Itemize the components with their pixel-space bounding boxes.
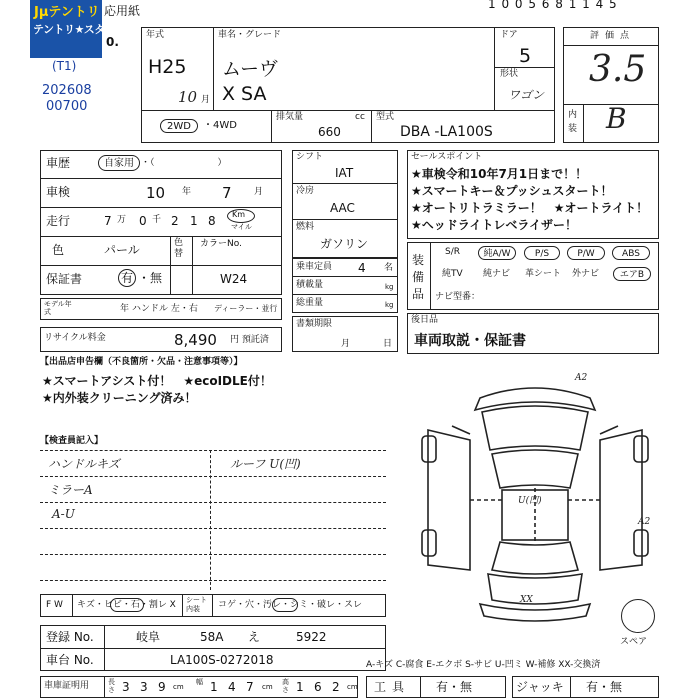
displacement-unit: cc bbox=[355, 112, 365, 122]
rear-label: 後日品 bbox=[411, 315, 439, 325]
inspector-label: 【検査員記入】 bbox=[40, 436, 104, 446]
width-d2: 4 bbox=[228, 680, 236, 694]
equip-airbag-circle: エアB bbox=[613, 267, 651, 281]
mark-a2-front: A2 bbox=[575, 373, 588, 383]
door-label: ドア bbox=[500, 30, 518, 40]
handle-year-label: 年 bbox=[120, 304, 130, 314]
hand-note-2: ミラーA bbox=[48, 483, 93, 497]
shape-label: 形状 bbox=[500, 69, 519, 79]
length-d1: 3 bbox=[122, 680, 130, 694]
length-label: 長さ bbox=[108, 678, 115, 694]
equipment-label: 装備品 bbox=[412, 253, 425, 301]
equip-leather: 革シート bbox=[525, 269, 562, 279]
model-value: DBA ‐LA100S bbox=[400, 124, 493, 140]
sales-line-1: ★車検令和10年7月1日まで！！ bbox=[411, 167, 588, 181]
expiry-day: 日 bbox=[383, 339, 393, 349]
color-no-value: W24 bbox=[220, 272, 248, 286]
inspector-lines bbox=[40, 450, 386, 590]
interior-value: B bbox=[606, 102, 627, 135]
capacity-label: 乗車定員 bbox=[296, 262, 333, 272]
fw-label: F W bbox=[46, 600, 63, 610]
score-value: 3.5 bbox=[589, 49, 647, 90]
sales-line-4: ★ヘッドライトレベライザー！ bbox=[411, 218, 578, 232]
displacement-label: 排気量 bbox=[276, 112, 304, 122]
sales-label: セールスポイント bbox=[411, 152, 483, 162]
recycle-value: 8,490 bbox=[174, 331, 217, 349]
spare-tire-circle bbox=[621, 599, 655, 633]
capacity-value: 4 bbox=[358, 261, 366, 275]
mark-a2-right: A2 bbox=[638, 517, 651, 527]
drive-2wd-circle: 2WD bbox=[160, 119, 198, 133]
color-label: 色 bbox=[52, 243, 65, 257]
load-unit: kg bbox=[385, 283, 394, 291]
mileage-unit-mile: マイル bbox=[231, 223, 252, 231]
inspection-month: 7 bbox=[222, 184, 232, 202]
door-value: 5 bbox=[519, 45, 532, 67]
form-label: 応用紙 bbox=[104, 4, 141, 18]
reg-label: 登録 No. bbox=[46, 630, 94, 644]
color-value: パール bbox=[104, 243, 140, 257]
mileage-label: 走行 bbox=[46, 214, 71, 228]
brand-logo bbox=[30, 0, 116, 58]
jack-value: 有・無 bbox=[586, 680, 623, 694]
height-label: 高さ bbox=[282, 678, 289, 694]
fuel-label: 燃料 bbox=[296, 222, 315, 232]
mark-u-roof: U(凹) bbox=[518, 496, 542, 506]
shift-label: シフト bbox=[296, 152, 324, 162]
ac-label: 冷房 bbox=[296, 186, 315, 196]
spare-label: スペア bbox=[620, 637, 648, 647]
ac-value: AAC bbox=[330, 201, 355, 215]
recycle-unit: 円 預託済 bbox=[230, 335, 269, 345]
jack-label: ジャッキ bbox=[516, 680, 564, 694]
load-label: 積載量 bbox=[296, 280, 324, 290]
height-d2: 6 bbox=[314, 680, 322, 694]
mileage-unit-km: Km bbox=[232, 210, 246, 219]
cert-label: 車庫証明用 bbox=[44, 681, 90, 691]
navi-model-label: ナビ型番： bbox=[435, 292, 481, 302]
car-diagram bbox=[410, 370, 660, 630]
model-grade-label: モデル年式 bbox=[44, 300, 72, 316]
equip-ps-circle: P/S bbox=[524, 246, 560, 260]
fw-text: キズ・ヒビ・石・割レ X bbox=[77, 600, 176, 610]
interior-condition-label: シート内装 bbox=[186, 596, 207, 613]
tools-value: 有・無 bbox=[436, 680, 473, 694]
name-value: ムーヴ bbox=[222, 58, 279, 80]
name-label: 車名・グレード bbox=[218, 30, 282, 40]
recycle-label: リサイクル料金 bbox=[44, 333, 106, 343]
displacement-value: 660 bbox=[318, 125, 341, 139]
equip-pw-circle: P/W bbox=[567, 246, 605, 260]
score-label: 評価点 bbox=[590, 31, 636, 41]
hand-note-roof: ルーフ U(凹) bbox=[230, 457, 301, 471]
sheet-code: (T1) bbox=[52, 59, 77, 73]
equip-ext-navi: 外ナビ bbox=[572, 269, 600, 279]
handle-text: ハンドル 左・右 bbox=[132, 304, 198, 314]
notes-line-2: ★内外装クリーニング済み！ bbox=[42, 391, 197, 405]
equip-aw-circle: 純A/W bbox=[478, 246, 516, 260]
color-change-label: 色替 bbox=[174, 238, 184, 259]
lot-line-1: 202608 bbox=[42, 83, 92, 98]
warranty-label: 保証書 bbox=[46, 272, 83, 286]
grade-value: X SA bbox=[222, 83, 267, 105]
rear-value: 車両取説・保証書 bbox=[414, 333, 526, 349]
chassis-value: LA100S-0272018 bbox=[170, 653, 274, 667]
equip-sr: S/R bbox=[445, 247, 460, 257]
equip-abs-circle: ABS bbox=[612, 246, 650, 260]
weight-label: 総重量 bbox=[296, 298, 324, 308]
history-label: 車歴 bbox=[46, 156, 71, 170]
lot-suffix: 0. bbox=[106, 35, 119, 49]
reg-number: 5922 bbox=[296, 630, 327, 644]
tools-label: 工具 bbox=[374, 680, 411, 694]
reg-class: 58A bbox=[200, 630, 224, 644]
color-no-label: カラーNo. bbox=[200, 239, 242, 249]
chassis-label: 車台 No. bbox=[46, 653, 94, 667]
brand-bottom-text: テントリ★スター bbox=[33, 23, 116, 36]
shape-value: ワゴン bbox=[508, 88, 545, 102]
mark-xx-rear: XX bbox=[520, 595, 533, 605]
inspection-year: 10 bbox=[146, 184, 166, 202]
month-value: 10 bbox=[178, 88, 198, 106]
notes-label: 【出品店申告欄（不良箇所・欠品・注意事項等）】 bbox=[40, 357, 243, 367]
drive-4wd: ・4WD bbox=[203, 120, 237, 131]
expiry-label: 書類期限 bbox=[296, 319, 333, 329]
year-label: 年式 bbox=[146, 30, 165, 40]
notes-line-1: ★スマートアシスト付！ ★ecoIDLE付！ bbox=[42, 374, 272, 388]
length-d3: 9 bbox=[158, 680, 166, 694]
equip-navi: 純ナビ bbox=[483, 269, 511, 279]
width-label: 幅 bbox=[196, 678, 203, 686]
damage-legend: A-キズ C-腐食 E-エクボ S-サビ U-凹ミ W-補修 XX-交換済 bbox=[366, 660, 601, 670]
equip-tv: 純TV bbox=[442, 269, 463, 279]
width-d3: 7 bbox=[246, 680, 254, 694]
weight-unit: kg bbox=[385, 301, 394, 309]
sales-line-2: ★スマートキー＆プッシュスタート！ bbox=[411, 184, 613, 198]
fuel-value: ガソリン bbox=[320, 237, 369, 251]
expiry-unit: 月 bbox=[341, 339, 351, 349]
inspection-year-unit: 年 bbox=[182, 187, 192, 197]
history-rest: ・（ ） bbox=[141, 158, 227, 168]
inspection-month-unit: 月 bbox=[254, 187, 264, 197]
model-label: 型式 bbox=[376, 112, 395, 122]
shift-value: IAT bbox=[335, 166, 354, 180]
interior-dirt-circle bbox=[272, 598, 298, 612]
fw-crack-circle bbox=[110, 598, 144, 612]
warranty-no: ・無 bbox=[138, 271, 163, 285]
year-value: H25 bbox=[148, 56, 187, 78]
width-d1: 1 bbox=[210, 680, 218, 694]
dealer-text: ディーラー・並行 bbox=[214, 304, 278, 313]
month-unit: 月 bbox=[201, 95, 211, 105]
capacity-unit: 名 bbox=[384, 263, 394, 273]
inspection-label: 車検 bbox=[46, 185, 71, 199]
height-d1: 1 bbox=[296, 680, 304, 694]
hand-note-1: ハンドルキズ bbox=[48, 457, 120, 471]
interior-condition-text: コゲ・穴・汚レ・シミ・破レ・スレ bbox=[218, 600, 363, 610]
history-value-circle: 自家用 bbox=[98, 155, 140, 171]
reg-place: 岐阜 bbox=[136, 630, 161, 644]
height-unit: cm bbox=[347, 683, 358, 691]
lot-line-2: 00700 bbox=[46, 99, 88, 114]
length-d2: 3 bbox=[140, 680, 148, 694]
serial-number: 1 0 0 5 6 8 1 1 4 5 bbox=[488, 0, 618, 11]
length-unit: cm bbox=[173, 683, 184, 691]
sales-line-3: ★オートリトラミラー！ ★オートライト！ bbox=[411, 201, 649, 215]
hand-note-3: A-U bbox=[52, 507, 75, 521]
height-d3: 2 bbox=[332, 680, 340, 694]
reg-kana: え bbox=[248, 630, 261, 644]
interior-label: 内装 bbox=[568, 110, 578, 134]
brand-top-text: Jμテントリ bbox=[34, 5, 100, 20]
warranty-yes: 有 bbox=[121, 271, 134, 285]
width-unit: cm bbox=[262, 683, 273, 691]
